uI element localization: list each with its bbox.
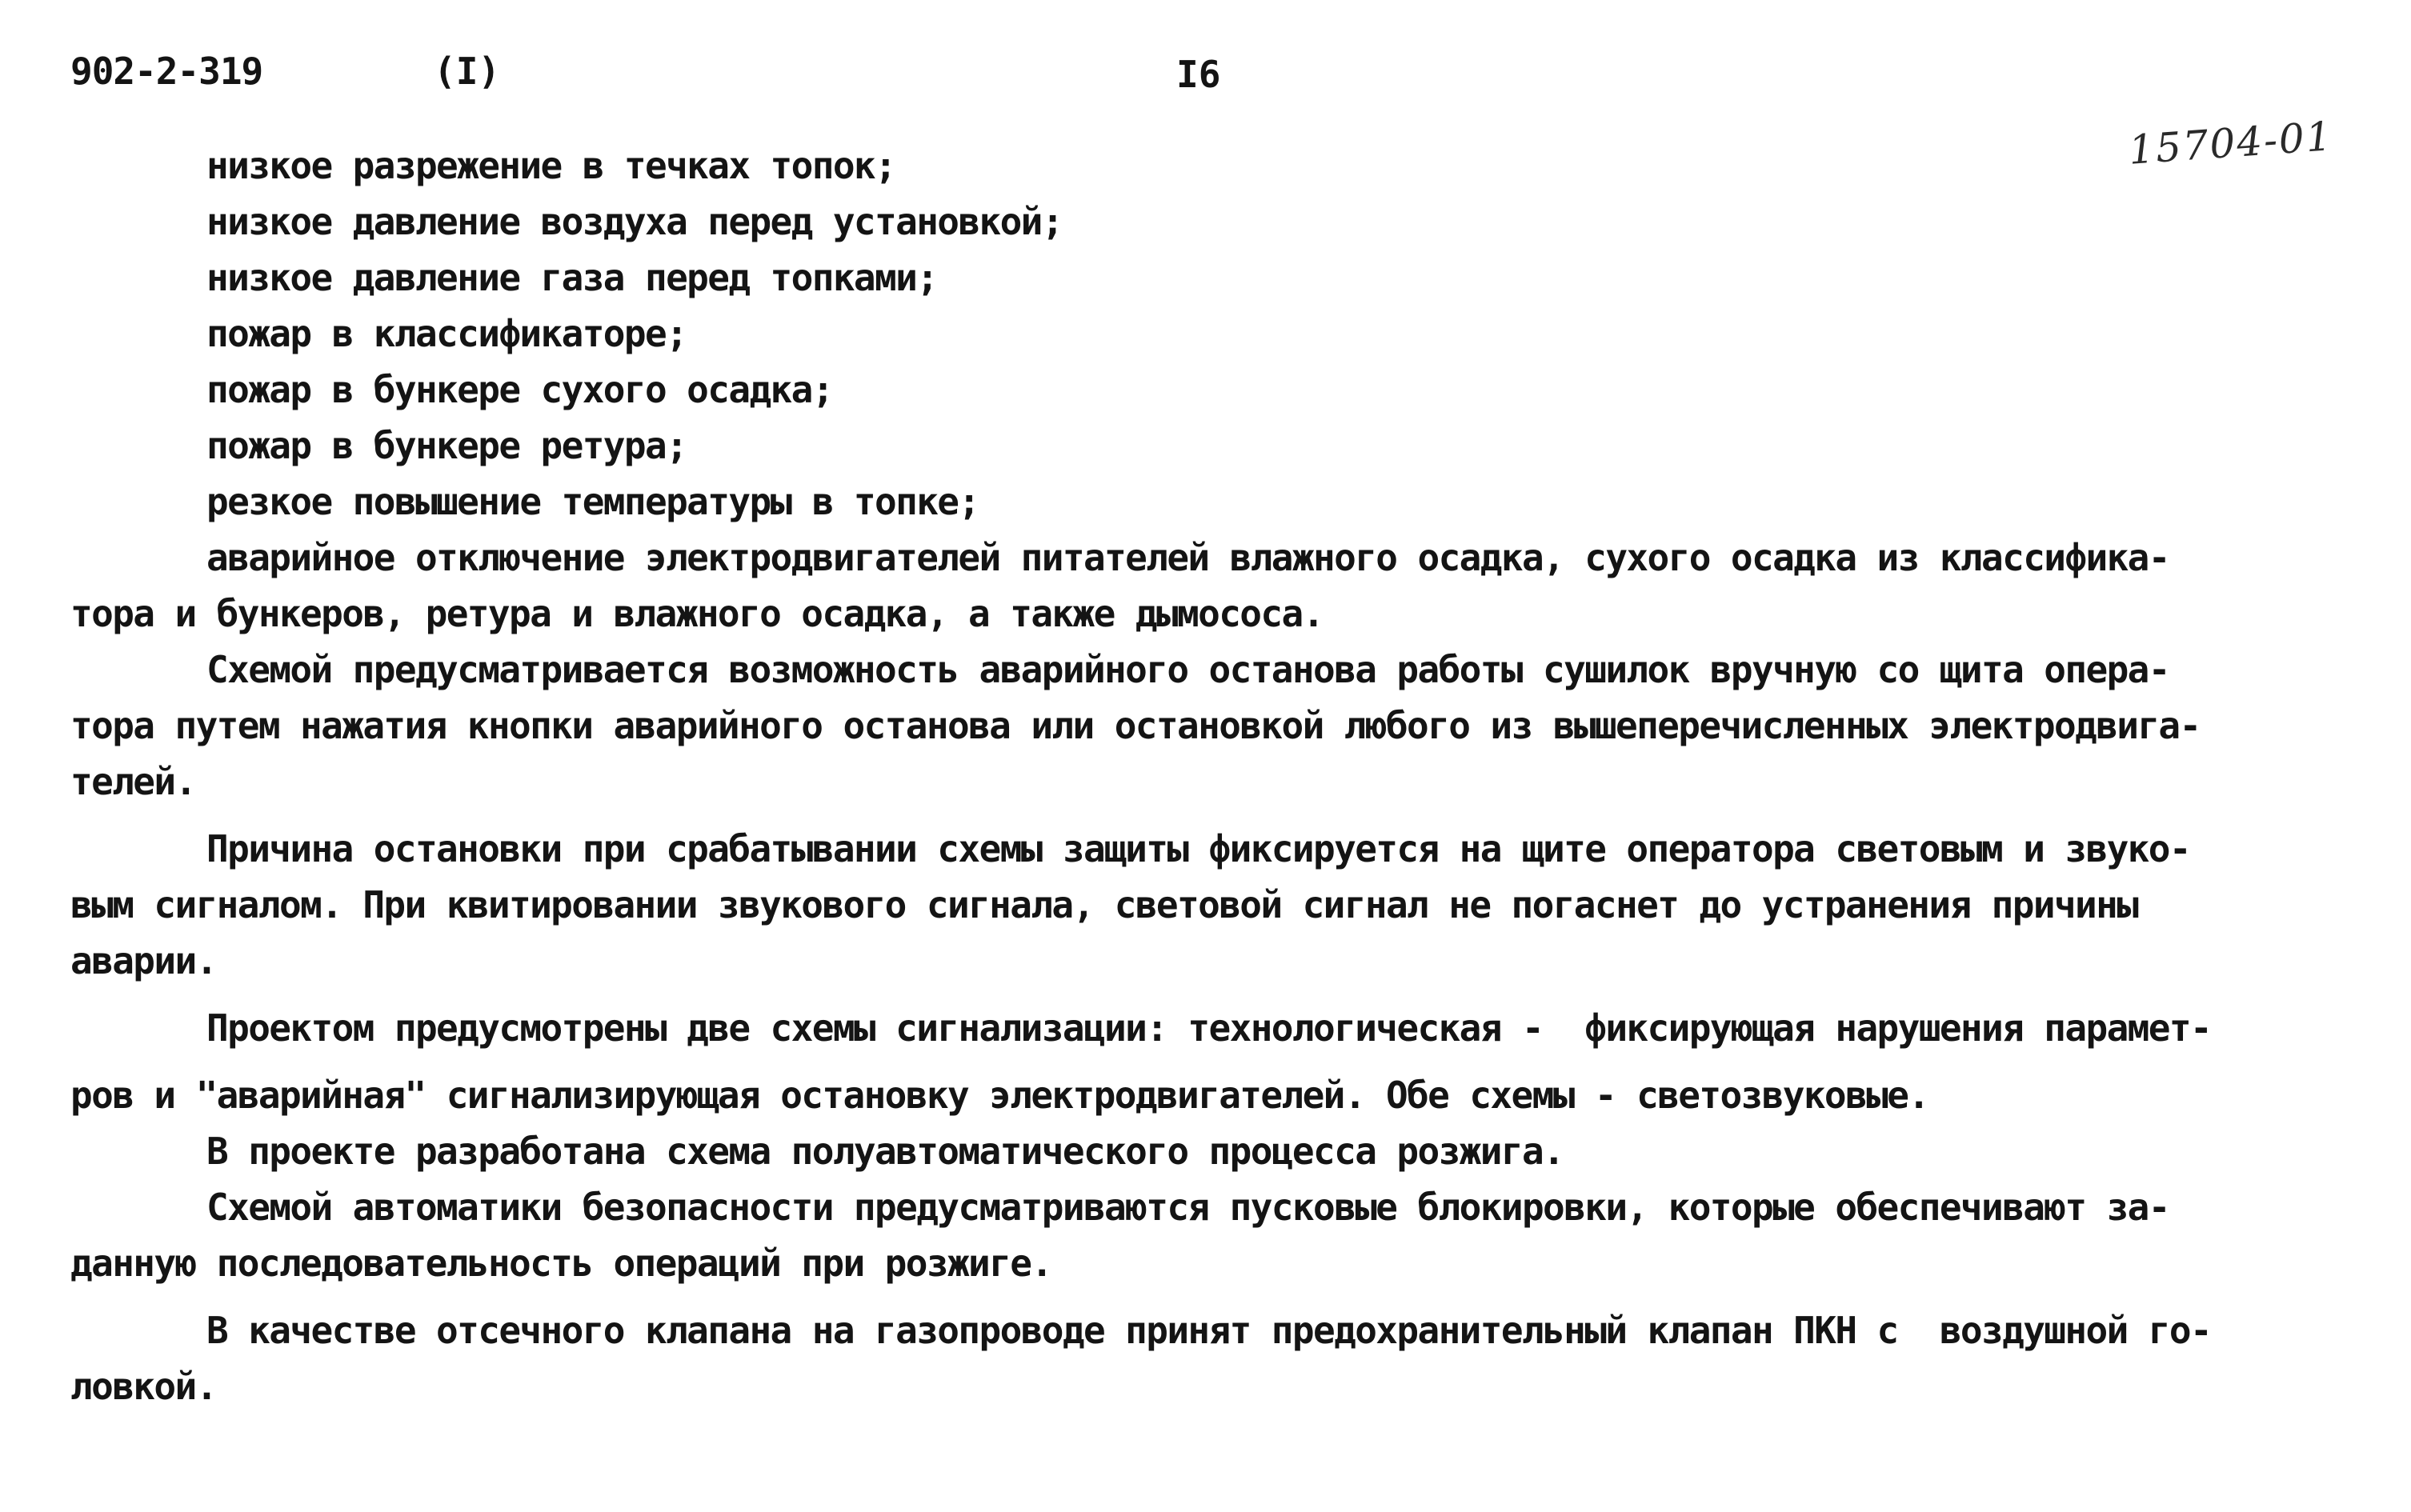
list-item-fire-retour-bunker: пожар в бункере ретура; xyxy=(206,424,687,467)
paragraph-line: Причина остановки при срабатывании схемы защиты фиксируется на щите оператора световым и звуко- xyxy=(206,827,2190,870)
paragraph-line: Проектом предусмотрены две схемы сигнализации: технологическая - фиксирующая нарушения парамет- xyxy=(206,1006,2212,1050)
paragraph-line: аварийное отключение электродвигателей питателей влажного осадка, сухого осадка из классифика- xyxy=(206,536,2169,579)
page-number: I6 xyxy=(1176,53,1221,96)
paragraph-line: тора путем нажатия кнопки аварийного останова или остановкой любого из вышеперечисленных электродвига- xyxy=(70,704,2201,747)
body-text xyxy=(70,138,2359,1414)
list-item-temperature-rise: резкое повышение температуры в топке; xyxy=(206,480,979,523)
list-item-low-gas-pressure: низкое давление газа перед топками; xyxy=(206,256,938,299)
paragraph-line: аварии. xyxy=(70,939,217,982)
paragraph-line: тора и бункеров, ретура и влажного осадка, а также дымососа. xyxy=(70,592,1324,635)
paragraph-line: вым сигналом. При квитировании звукового сигнала, световой сигнал не погаснет до устранения причины xyxy=(70,883,2138,926)
paragraph-line: В проекте разработана схема полуавтоматического процесса розжига. xyxy=(206,1130,1564,1173)
paragraph-line: Схемой предусматривается возможность аварийного останова работы сушилок вручную со щита опера- xyxy=(206,648,2169,691)
paragraph-line: телей. xyxy=(70,760,196,803)
section-number: (I) xyxy=(434,50,501,93)
list-item-low-vacuum: низкое разрежение в течках топок; xyxy=(206,144,896,187)
document-code: 902-2-319 xyxy=(70,50,263,93)
paragraph-line: В качестве отсечного клапана на газопроводе принят предохранительный клапан ПКН с воздушной го- xyxy=(206,1309,2212,1352)
list-item-low-air-pressure: низкое давление воздуха перед установкой; xyxy=(206,200,1063,243)
list-item-fire-dry-bunker: пожар в бункере сухого осадка; xyxy=(206,368,833,411)
paragraph-line: ров и "аварийная" сигнализирующая остановку электродвигателей. Обе схемы - светозвуковые. xyxy=(70,1074,1929,1117)
list-item-fire-classifier: пожар в классификаторе; xyxy=(206,312,687,355)
paragraph-line: данную последовательность операций при розжиге. xyxy=(70,1242,1052,1285)
paragraph-line: Схемой автоматики безопасности предусматриваются пусковые блокировки, которые обеспечивают за- xyxy=(206,1186,2169,1229)
handwritten-inventory-number: 15704-01 xyxy=(2127,113,2335,174)
paragraph-line: ловкой. xyxy=(70,1365,217,1408)
